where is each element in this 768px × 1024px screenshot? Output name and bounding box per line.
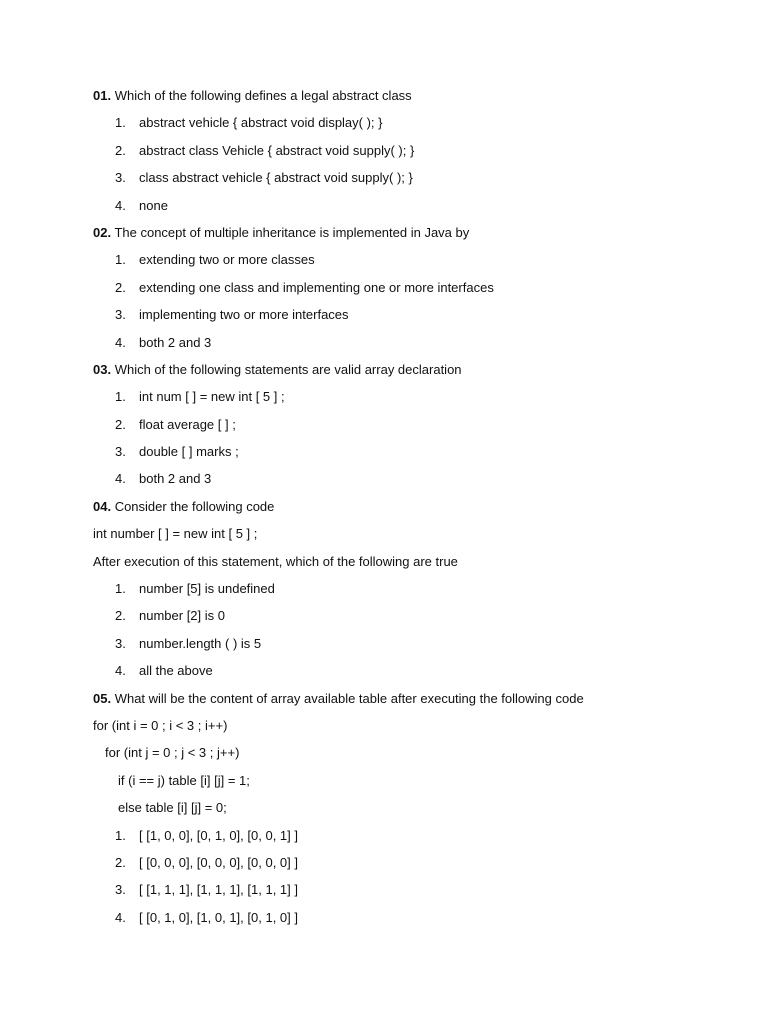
question-4-follow-up: After execution of this statement, which of the following are true	[93, 553, 458, 569]
option-5-1	[93, 824, 733, 851]
option-1-3	[93, 166, 733, 193]
option-text: double [ ] marks ;	[139, 444, 239, 460]
question-list	[93, 84, 733, 933]
option-text: both 2 and 3	[139, 334, 212, 350]
option-text: abstract vehicle { abstract void display( ); }	[139, 115, 383, 131]
option-number: 2.	[115, 608, 126, 624]
option-5-4	[93, 906, 733, 933]
option-5-3	[93, 878, 733, 905]
option-text: implementing two or more interfaces	[139, 307, 349, 323]
option-number: 3.	[115, 444, 126, 460]
option-number: 2.	[115, 416, 126, 432]
question-1	[93, 84, 733, 111]
option-number: 1.	[115, 827, 126, 843]
question-number: 05.	[93, 690, 112, 706]
option-text: number [2] is 0	[139, 608, 225, 624]
option-text: [ [0, 0, 0], [0, 0, 0], [0, 0, 0] ]	[139, 854, 298, 870]
question-5	[93, 687, 733, 714]
option-text: number [5] is undefined	[139, 581, 275, 597]
option-number: 3.	[115, 635, 126, 651]
question-3	[93, 358, 733, 385]
option-2-3	[93, 303, 733, 330]
option-number: 4.	[115, 471, 126, 487]
option-number: 2.	[115, 279, 126, 295]
question-number: 01.	[93, 88, 112, 103]
option-number: 3.	[115, 307, 126, 323]
option-4-4	[93, 659, 733, 686]
option-3-3	[93, 440, 733, 467]
code-line: for (int j = 0 ; j < 3 ; j++)	[105, 745, 240, 761]
option-number: 2.	[115, 142, 126, 158]
question-text: Consider the following code	[111, 498, 275, 514]
code-line: int number [ ] = new int [ 5 ] ;	[93, 526, 258, 542]
option-3-1	[93, 385, 733, 412]
option-number: 1.	[115, 252, 126, 268]
question-2	[93, 221, 733, 248]
option-number: 4.	[115, 909, 126, 925]
question-text: Which of the following statements are valid array declaration	[111, 361, 462, 377]
option-text: all the above	[139, 663, 213, 679]
option-text: extending two or more classes	[139, 252, 315, 268]
question-text: What will be the content of array available table after executing the following code	[111, 690, 584, 706]
option-4-1	[93, 577, 733, 604]
option-number: 3.	[115, 882, 126, 898]
option-number: 3.	[115, 170, 126, 186]
question-4	[93, 495, 733, 522]
option-number: 1.	[115, 115, 126, 131]
option-2-1	[93, 248, 733, 275]
option-2-2	[93, 276, 733, 303]
option-number: 4.	[115, 334, 126, 350]
option-2-4	[93, 331, 733, 358]
option-text: int num [ ] = new int [ 5 ] ;	[139, 389, 285, 405]
option-1-4	[93, 194, 733, 221]
option-text: none	[139, 197, 168, 213]
option-text: float average [ ] ;	[139, 416, 236, 432]
option-text: extending one class and implementing one or more interfaces	[139, 279, 494, 295]
option-4-3	[93, 632, 733, 659]
option-text: abstract class Vehicle { abstract void supply( ); }	[139, 142, 415, 158]
option-number: 4.	[115, 663, 126, 679]
code-line: for (int i = 0 ; i < 3 ; i++)	[93, 717, 228, 733]
option-text: both 2 and 3	[139, 471, 212, 487]
option-1-1	[93, 111, 733, 138]
question-number: 03.	[93, 361, 112, 377]
option-1-2	[93, 139, 733, 166]
option-3-2	[93, 413, 733, 440]
question-number: 04.	[93, 498, 112, 514]
question-text: Which of the following defines a legal abstract class	[111, 88, 412, 103]
question-number: 02.	[93, 224, 112, 240]
option-number: 1.	[115, 581, 126, 597]
option-number: 1.	[115, 389, 126, 405]
option-3-4	[93, 467, 733, 494]
option-4-2	[93, 604, 733, 631]
code-line: else table [i] [j] = 0;	[118, 800, 227, 816]
option-text: class abstract vehicle { abstract void supply( ); }	[139, 170, 413, 186]
option-number: 2.	[115, 854, 126, 870]
code-line: if (i == j) table [i] [j] = 1;	[118, 772, 250, 788]
option-text: number.length ( ) is 5	[139, 635, 262, 651]
option-text: [ [1, 0, 0], [0, 1, 0], [0, 0, 1] ]	[139, 827, 298, 843]
option-number: 4.	[115, 197, 126, 213]
question-text: The concept of multiple inheritance is implemented in Java by	[111, 224, 470, 240]
option-text: [ [0, 1, 0], [1, 0, 1], [0, 1, 0] ]	[139, 909, 298, 925]
option-5-2	[93, 851, 733, 878]
option-text: [ [1, 1, 1], [1, 1, 1], [1, 1, 1] ]	[139, 882, 298, 898]
